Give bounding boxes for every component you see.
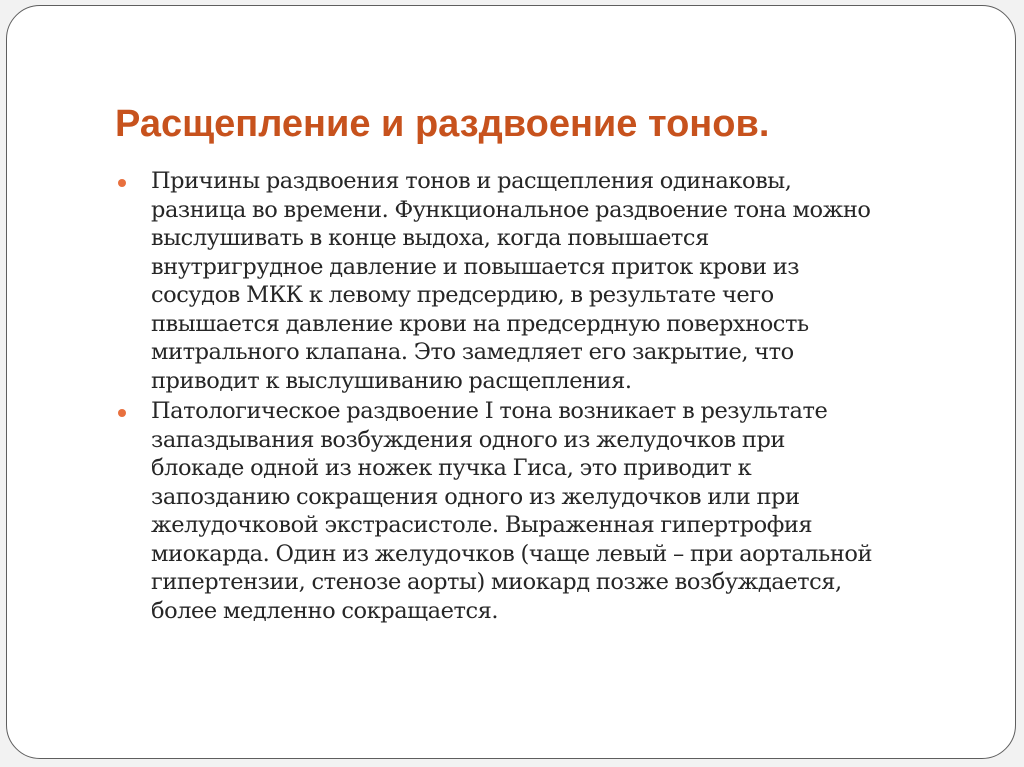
bullet-item (115, 397, 985, 625)
bullet-line: Причины раздвоения тонов и расщепления одинаковы, (151, 168, 792, 194)
bullet-item (115, 167, 985, 395)
bullet-dot-icon (118, 179, 126, 187)
bullet-line: гипертензии, стенозе аорты) миокард позже возбуждается, (151, 569, 842, 595)
bullet-line: блокаде одной из ножек пучка Гиса, это приводит к (151, 455, 752, 481)
bullet-dot-icon (118, 409, 126, 417)
bullet-line: сосудов МКК к левому предсердию, в результате чего (151, 282, 774, 308)
bullet-line: Патологическое раздвоение I тона возникает в результате (151, 398, 828, 424)
bullet-line: миокарда. Один из желудочков (чаще левый – при аортальной (151, 540, 873, 567)
bullet-line: внутригрудное давление и повышается приток крови из (151, 253, 800, 280)
bullet-line: запаздывания возбуждения одного из желудочков при (151, 426, 785, 453)
bullet-line: запозданию сокращения одного из желудочков или при (151, 483, 800, 510)
slide-title: Расщепление и раздвоение тонов. (115, 103, 770, 145)
bullet-line: выслушивать в конце выдоха, когда повышается (151, 225, 709, 251)
bullet-list (115, 167, 985, 627)
slide-frame (6, 5, 1016, 759)
bullet-line: митрального клапана. Это замедляет его закрытие, что (151, 339, 794, 365)
bullet-line: пвышается давление крови на предсердную поверхность (151, 310, 809, 337)
bullet-line: более медленно сокращается. (151, 597, 499, 624)
bullet-line: желудочковой экстрасистоле. Выраженная гипертрофия (151, 512, 813, 538)
bullet-line: приводит к выслушиванию расщепления. (151, 367, 632, 394)
bullet-line: разница во времени. Функциональное раздвоение тона можно (151, 196, 871, 223)
